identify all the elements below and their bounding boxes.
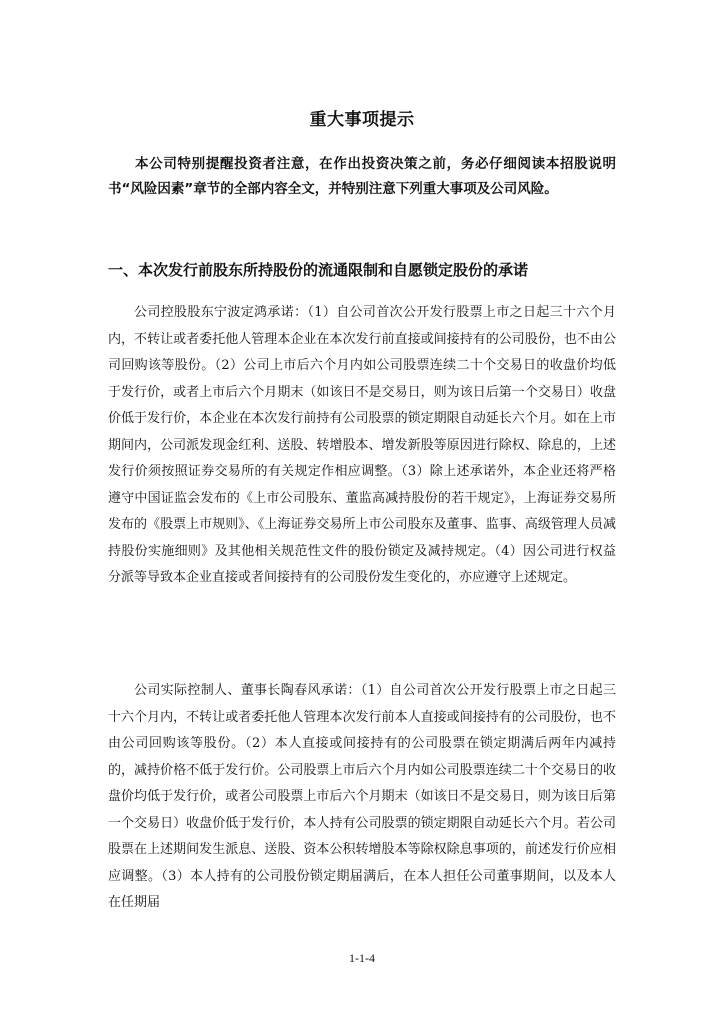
investor-notice: 本公司特别提醒投资者注意，在作出投资决策之前，务必仔细阅读本招股说明书“风险因素”章节的全部内容全文，并特别注意下列重大事项及公司风险。 bbox=[108, 156, 616, 197]
controlling-shareholder-commitment-paragraph: 公司控股股东宁波定鸿承诺：（1）自公司首次公开发行股票上市之日起三十六个月内，不转让或者委托他人管理本企业在本次发行前直接或间接持有的公司股份，也不由公司回购该等股份。（2）公司上市后六个月内如公司股票连续二十个交易日的收盘价均低于发行价，或者上市后六个月期末（如该日不是交易日，则为该日后第一个交易日）收盘价低于发行价，本企业在本次发行前持有公司股票的锁定期限自动延长六个月。如在上市期间内，公司派发现金红利、送股、转增股本、增发新股等原因进行除权、除息的，上述发行价须按照证券交易所的有关规定作相应调整。（3）除上述承诺外，本企业还将严格遵守中国证监会发布的《上市公司股东、董监高减持股份的若干规定》，上海证券交易所发布的《股票上市规则》、《上海证券交易所上市公司股东及董事、监事、高级管理人员减持股份实施细则》及其他相关规范性文件的股份锁定及减持规定。（4）因公司进行权益分派等导致本企业直接或者间接持有的公司股份发生变化的，亦应遵守上述规定。 bbox=[108, 305, 616, 585]
actual-controller-commitment-paragraph: 公司实际控制人、董事长陶春风承诺：（1）自公司首次公开发行股票上市之日起三十六个月内，不转让或者委托他人管理本次发行前本人直接或间接持有的公司股份，也不由公司回购该等股份。（2）本人直接或间接持有的公司股票在锁定期满后两年内减持的，减持价格不低于发行价。公司股票上市后六个月内如公司股票连续二十个交易日的收盘价均低于发行价，或者公司股票上市后六个月期末（如该日不是交易日，则为该日后第一个交易日）收盘价低于发行价，本人持有公司股票的锁定期限自动延长六个月。若公司股票在上述期间发生派息、送股、资本公积转增股本等除权除息事项的，前述发行价应相应调整。（3）本人持有的公司股份锁定期届满后，在本人担任公司董事期间，以及本人在任期届 bbox=[108, 683, 616, 910]
section-heading: 一、本次发行前股东所持股份的流通限制和自愿锁定股份的承诺 bbox=[108, 261, 529, 279]
document-page bbox=[108, 0, 616, 1024]
document-title: 重大事项提示 bbox=[309, 110, 415, 130]
page-number: 1-1-4 bbox=[349, 951, 375, 965]
